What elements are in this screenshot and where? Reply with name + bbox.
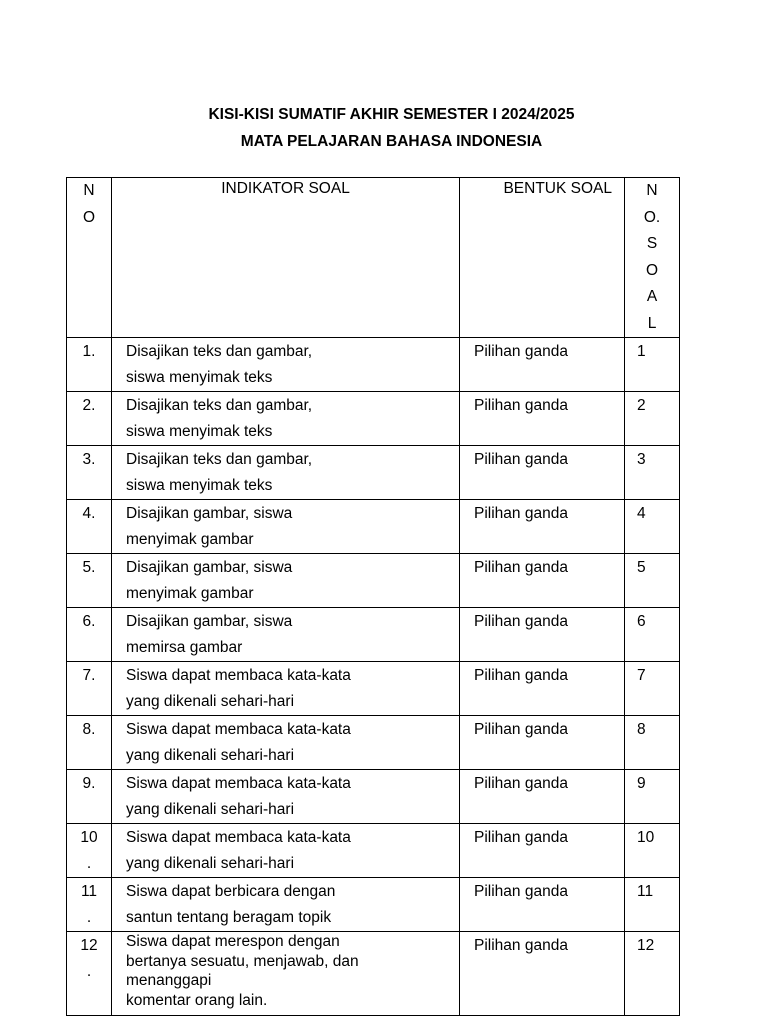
document-title: KISI-KISI SUMATIF AKHIR SEMESTER I 2024/2025 bbox=[208, 106, 575, 123]
cell-indikator-line: siswa menyimak teks bbox=[126, 477, 273, 494]
cell-indikator-line: yang dikenali sehari-hari bbox=[126, 747, 295, 764]
cell-no-soal: 8 bbox=[625, 716, 680, 770]
cell-no bbox=[67, 878, 112, 932]
cell-no bbox=[67, 338, 112, 392]
cell-no-text: 8. bbox=[82, 721, 96, 738]
cell-no bbox=[67, 608, 112, 662]
cell-indikator-line: Disajikan gambar, siswa bbox=[126, 505, 293, 522]
cell-bentuk-soal: Pilihan ganda bbox=[460, 824, 625, 878]
header-bentuk-soal: BENTUK SOAL bbox=[460, 178, 625, 338]
header-indikator-soal: INDIKATOR SOAL bbox=[112, 178, 460, 338]
header-no-soal-char: S bbox=[646, 235, 658, 252]
cell-no-text: . bbox=[86, 855, 92, 872]
table-row bbox=[67, 824, 680, 878]
cell-bentuk-soal: Pilihan ganda bbox=[460, 500, 625, 554]
kisi-kisi-table bbox=[66, 177, 680, 1016]
cell-indikator-line: Siswa dapat membaca kata-kata bbox=[126, 775, 351, 792]
header-no-char: N bbox=[83, 182, 95, 199]
header-no-soal-char: O bbox=[645, 261, 659, 279]
cell-no bbox=[67, 770, 112, 824]
cell-no-soal: 1 bbox=[625, 338, 680, 392]
header-no-soal-char: L bbox=[647, 314, 657, 332]
table-row bbox=[67, 932, 680, 1016]
cell-indikator-line: Siswa dapat merespon dengan bbox=[126, 933, 340, 950]
cell-no-text: 6. bbox=[82, 613, 96, 630]
cell-no bbox=[67, 446, 112, 500]
cell-no-soal: 11 bbox=[625, 878, 680, 932]
cell-indikator-line: Disajikan gambar, siswa bbox=[126, 613, 293, 630]
table-row bbox=[67, 662, 680, 716]
cell-no bbox=[67, 824, 112, 878]
header-no bbox=[67, 178, 112, 338]
cell-no-text: 2. bbox=[82, 397, 96, 414]
cell-bentuk-soal: Pilihan ganda bbox=[460, 770, 625, 824]
cell-no-text: 1. bbox=[82, 343, 96, 360]
cell-no-soal: 3 bbox=[625, 446, 680, 500]
cell-indikator bbox=[112, 824, 460, 878]
cell-no-soal: 7 bbox=[625, 662, 680, 716]
cell-no-soal: 4 bbox=[625, 500, 680, 554]
cell-no bbox=[67, 500, 112, 554]
cell-bentuk-soal: Pilihan ganda bbox=[460, 392, 625, 446]
cell-no-text: 12 bbox=[80, 937, 98, 954]
cell-no-soal: 12 bbox=[625, 932, 680, 1016]
cell-bentuk-soal: Pilihan ganda bbox=[460, 338, 625, 392]
cell-bentuk-soal: Pilihan ganda bbox=[460, 608, 625, 662]
cell-bentuk-soal: Pilihan ganda bbox=[460, 878, 625, 932]
cell-indikator bbox=[112, 770, 460, 824]
cell-indikator-line: Disajikan teks dan gambar, bbox=[126, 343, 313, 360]
cell-indikator-line: Siswa dapat membaca kata-kata bbox=[126, 667, 351, 684]
table-row bbox=[67, 338, 680, 392]
cell-indikator bbox=[112, 500, 460, 554]
cell-indikator-line: yang dikenali sehari-hari bbox=[126, 801, 295, 818]
cell-bentuk-soal: Pilihan ganda bbox=[460, 554, 625, 608]
cell-indikator bbox=[112, 662, 460, 716]
table-row bbox=[67, 770, 680, 824]
cell-indikator bbox=[112, 446, 460, 500]
cell-bentuk-soal: Pilihan ganda bbox=[460, 716, 625, 770]
cell-indikator-line: menanggapi bbox=[126, 972, 212, 989]
cell-indikator bbox=[112, 932, 460, 1016]
cell-no-soal: 10 bbox=[625, 824, 680, 878]
cell-indikator bbox=[112, 554, 460, 608]
header-no-soal bbox=[625, 178, 680, 338]
document-subtitle: MATA PELAJARAN BAHASA INDONESIA bbox=[240, 133, 543, 150]
cell-indikator-line: siswa menyimak teks bbox=[126, 423, 273, 440]
cell-indikator-line: menyimak gambar bbox=[126, 531, 254, 548]
cell-no-text: . bbox=[86, 909, 92, 926]
cell-indikator-line: santun tentang beragam topik bbox=[126, 909, 332, 926]
cell-no-text: 3. bbox=[82, 451, 96, 468]
table-row bbox=[67, 392, 680, 446]
cell-bentuk-soal: Pilihan ganda bbox=[460, 446, 625, 500]
cell-no-text: . bbox=[86, 963, 92, 980]
cell-no bbox=[67, 716, 112, 770]
cell-no-soal: 2 bbox=[625, 392, 680, 446]
cell-no-text: 10 bbox=[80, 829, 98, 846]
cell-no-text: 9. bbox=[82, 775, 96, 792]
table-header-row bbox=[67, 178, 680, 338]
cell-no-text: 7. bbox=[82, 667, 96, 684]
cell-no-text: 11 bbox=[80, 883, 98, 900]
cell-no bbox=[67, 932, 112, 1016]
cell-indikator-line: Disajikan teks dan gambar, bbox=[126, 451, 313, 468]
table-row bbox=[67, 500, 680, 554]
cell-no bbox=[67, 662, 112, 716]
table-row bbox=[67, 446, 680, 500]
cell-no-text: 4. bbox=[82, 505, 96, 522]
header-no-soal-char: O. bbox=[643, 208, 661, 226]
table-row bbox=[67, 878, 680, 932]
cell-indikator-line: yang dikenali sehari-hari bbox=[126, 855, 295, 872]
cell-indikator-line: komentar orang lain. bbox=[126, 991, 268, 1009]
cell-no-soal: 5 bbox=[625, 554, 680, 608]
cell-indikator bbox=[112, 878, 460, 932]
cell-indikator bbox=[112, 392, 460, 446]
cell-indikator-line: bertanya sesuatu, menjawab, dan bbox=[126, 952, 359, 970]
cell-no bbox=[67, 392, 112, 446]
cell-bentuk-soal: Pilihan ganda bbox=[460, 932, 625, 1016]
header-no-soal-char: N bbox=[646, 182, 658, 199]
table-row bbox=[67, 554, 680, 608]
cell-indikator-line: menyimak gambar bbox=[126, 585, 254, 602]
cell-indikator-line: Siswa dapat membaca kata-kata bbox=[126, 829, 351, 846]
cell-no bbox=[67, 554, 112, 608]
header-no-soal-char: A bbox=[646, 288, 658, 305]
header-no-char: O bbox=[82, 208, 96, 226]
table-row bbox=[67, 608, 680, 662]
cell-indikator-line: Siswa dapat berbicara dengan bbox=[126, 883, 336, 900]
cell-no-soal: 6 bbox=[625, 608, 680, 662]
cell-indikator bbox=[112, 338, 460, 392]
cell-no-text: 5. bbox=[82, 559, 96, 576]
cell-indikator bbox=[112, 608, 460, 662]
cell-indikator-line: Disajikan teks dan gambar, bbox=[126, 397, 313, 414]
cell-indikator-line: siswa menyimak teks bbox=[126, 369, 273, 386]
cell-indikator bbox=[112, 716, 460, 770]
cell-indikator-line: Siswa dapat membaca kata-kata bbox=[126, 721, 351, 738]
cell-no-soal: 9 bbox=[625, 770, 680, 824]
cell-indikator-line: Disajikan gambar, siswa bbox=[126, 559, 293, 576]
cell-indikator-line: memirsa gambar bbox=[126, 639, 243, 656]
cell-indikator-line: yang dikenali sehari-hari bbox=[126, 693, 295, 710]
table-row bbox=[67, 716, 680, 770]
cell-bentuk-soal: Pilihan ganda bbox=[460, 662, 625, 716]
